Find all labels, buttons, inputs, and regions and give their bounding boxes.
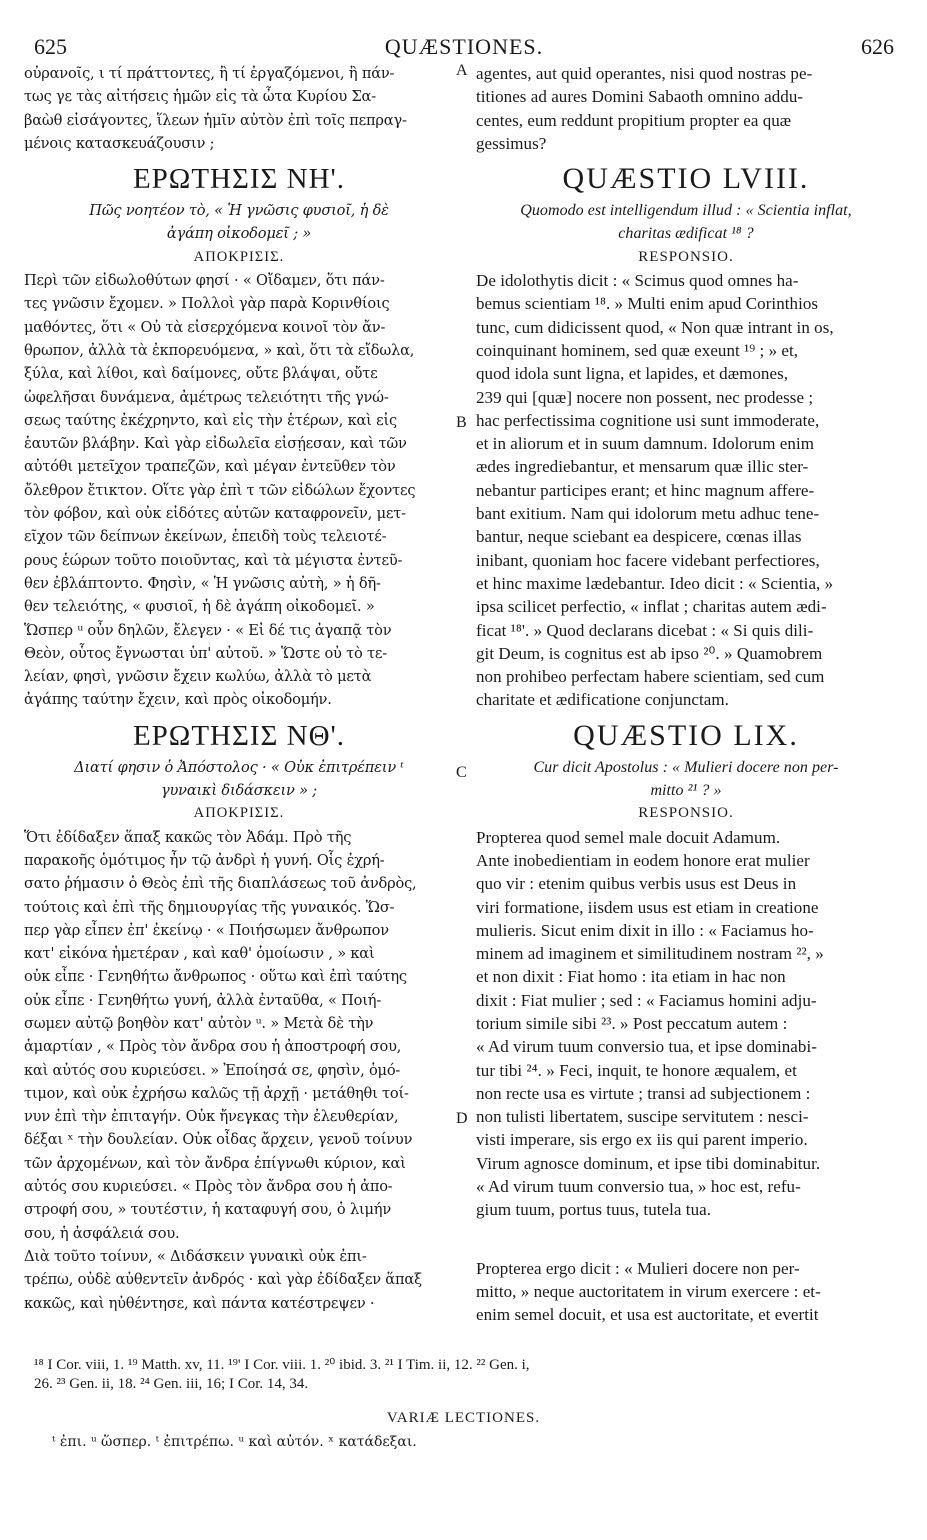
text-line: viri formatione, iisdem usus est etiam in creatione: [476, 897, 819, 917]
text-line: non prohibeo perfectam habere scientiam, sed cum: [476, 667, 825, 687]
latin-response-heading: RESPONSIO.: [638, 248, 734, 265]
text-line: αὐτόθι μετεῖχον τραπεζῶν, καὶ μέγαν ἐντεῦθεν τὸν: [24, 458, 396, 476]
text-line: « Ad virum tuum conversio tua, » hoc est, refu-: [476, 1177, 801, 1197]
margin-letter-b: B: [456, 414, 467, 431]
text-line: tur tibi ²⁴. » Feci, inquit, te honore æqualem, et: [476, 1060, 797, 1080]
latin-column: [476, 62, 896, 1327]
greek-body: [24, 826, 454, 1245]
text-line: Ὅτι ἐδίδαξεν ἅπαξ κακῶς τὸν Ἀδάμ. Πρὸ τῆς: [24, 828, 352, 846]
text-line: ξύλα, καὶ λίθοι, καὶ δαίμονες, οὔτε βλάψαι, οὔτε: [24, 365, 378, 383]
text-line: οὐκ εἶπε · Γενηθήτω ἄνθρωπος · οὕτω καὶ ἐπὶ ταύτης: [24, 968, 407, 986]
margin-letter-a: A: [456, 62, 468, 79]
greek-body: [24, 269, 454, 712]
text-line: mitto ²¹ ? »: [650, 782, 722, 800]
text-line: inibant, quoniam hoc facere videbant perfectiores,: [476, 550, 820, 570]
text-line: σου, ἡ ἀσφάλειά σου.: [24, 1224, 180, 1242]
text-line: λείαν, φησὶ, γνῶσιν ἔχειν κωλύω, ἀλλὰ τὸ μετὰ: [24, 668, 372, 686]
text-line: δέξαι ˣ τὴν δουλείαν. Οὐκ οἶδας ἄρχειν, γενοῦ τοίνυν: [24, 1131, 413, 1149]
text-line: Quomodo est intelligendum illud : « Scientia inflat,: [520, 202, 852, 220]
text-line: εῖχον τῶν δείπνων ἐκείνων, ἐπειδὴ τοὺς τελειοτέ-: [24, 528, 387, 546]
text-line: τῶν ἀρχομένων, καὶ τὸν ἄνδρα ἐπίγνωθι κύριον, καὶ: [24, 1154, 406, 1172]
text-line: gessimus?: [476, 133, 547, 153]
text-line: mulieris. Sicut enim dixit in illo : « Faciamus ho-: [476, 920, 814, 940]
text-line: ἀγάπη οἰκοδομεῖ ; »: [166, 225, 312, 243]
text-line: οὐκ εἶπε · Γενηθήτω γυνή, ἀλλὰ ἐνταῦθα, « Ποιή-: [24, 991, 382, 1009]
text-line: tunc, cum didicissent quod, « Non quæ intrant in os,: [476, 317, 834, 337]
text-line: Propterea quod semel male docuit Adamum.: [476, 827, 781, 847]
text-line: bant exitium. Nam qui idolorum metu adhuc tene-: [476, 504, 820, 524]
text-line: ὄλεθρον ἔτικτον. Οἵτε γὰρ ἐπὶ τ τῶν εἰδώλων ἔχοντες: [24, 481, 416, 499]
margin-letter-d: D: [456, 1110, 468, 1127]
text-line: « Ad virum tuum conversio tua, et ipse dominabi-: [476, 1037, 817, 1057]
text-line: ἑαυτῶν βλάβην. Καὶ γὰρ εἰδωλεῖα εἰσῄεσαν, καὶ τῶν: [24, 435, 407, 453]
text-line: hac perfectissima cognitione usi sunt immoderate,: [476, 410, 820, 430]
text-line: αὐτός σου κυριεύσει. « Πρὸς τὸν ἄνδρα σου ἡ ἀπο-: [24, 1178, 393, 1196]
text-line: καὶ αὐτός σου κυριεύσει. » Ἐποίησά σε, φησὶν, ὁμό-: [24, 1061, 401, 1079]
text-line: στροφή σου, » τουτέστιν, ἡ καταφυγή σου, ὁ λιμήν: [24, 1201, 392, 1219]
text-line: Διὰ τοῦτο τοίνυν, « Διδάσκειν γυναικὶ οὐκ ἐπι-: [24, 1247, 367, 1265]
text-line: νυν ἐπὶ τὴν ἐπιταγήν. Οὐκ ἤνεγκας τὴν ἐλευθερίαν,: [24, 1108, 399, 1126]
text-line: et hinc maxime lædebantur. Ideo dicit : « Scientia, »: [476, 573, 834, 593]
text-line: quo vir : etenim quibus verbis usus est Deus in: [476, 874, 797, 894]
text-line: Propterea ergo dicit : « Mulieri docere non per-: [476, 1258, 800, 1278]
text-line: κατ' εἰκόνα ἡμετέραν , καὶ καθ' ὁμοίωσιν , » καὶ: [24, 945, 375, 963]
text-line: βαὼθ εἰσάγοντες, ἵλεων ἡμῖν αὐτὸν ἐπὶ τοῖς πεπραγ-: [24, 111, 407, 129]
text-line: τούτοις καὶ ἐπὶ τῆς δημιουργίας τῆς γυναικός. Ὥσ-: [24, 898, 395, 916]
text-line: τως γε τὰς αἰτήσεις ἡμῶν εἰς τὰ ὦτα Κυρίου Σα-: [24, 88, 376, 106]
greek-question: [24, 199, 454, 246]
latin-body: [476, 269, 896, 712]
text-line: ρους ἑώρων τοῦτο ποιοῦντας, καὶ τὰ μέγιστα ἐντεῦ-: [24, 551, 403, 569]
text-line: De idolothytis dicit : « Scimus quod omnes ha-: [476, 271, 799, 291]
latin-intro: [476, 62, 896, 155]
greek-response-heading: ΑΠΟΚΡΙΣΙΣ.: [193, 248, 285, 265]
text-line: τες γνῶσιν ἔχομεν. » Πολλοὶ γὰρ παρὰ Κορινθίοις: [24, 295, 390, 313]
text-line: σεως ταύτης ἐκέχρηντο, καὶ εἰς τὴν ἑτέρων, καὶ εἰς: [24, 411, 398, 429]
text-line: θεν ἐβλάπτοντο. Φησὶν, « Ἡ γνῶσις αὐτὴ, » ἡ δῆ-: [24, 574, 381, 592]
text-line: visti imperare, sis ergo ex iis qui parent imperio.: [476, 1130, 808, 1150]
text-line: Cur dicit Apostolus : « Mulieri docere non per-: [533, 758, 839, 776]
text-line: σατο ῥήμασιν ὁ Θεὸς ἐπὶ τῆς διαπλάσεως τοῦ ἀνδρὸς,: [24, 875, 417, 893]
text-line: git Deum, is cognitus est ab ipso ²⁰. » Quamobrem: [476, 643, 823, 663]
text-line: charitate et ædificatione conjunctam.: [476, 690, 729, 710]
text-line: Διατί φησιν ὁ Ἀπόστολος · « Οὐκ ἐπιτρέπειν ᵗ: [74, 758, 404, 776]
text-line: κακῶς, καὶ ηὐθέντησε, καὶ πάντα κατέστρεψεν ·: [24, 1294, 375, 1312]
greek-question-title: ΕΡΩΤΗΣΙΣ ΝΗ'.: [132, 163, 346, 196]
text-line: γυναικὶ διδάσκειν » ;: [160, 782, 317, 800]
text-line: θρωπον, ἀλλὰ τὰ ἐκπορευόμενα, » καὶ, ὅτι τὰ εἴδωλα,: [24, 341, 415, 359]
text-line: ipsa scilicet perfectio, « inflat ; charitas autem ædi-: [476, 597, 827, 617]
variae-lectiones-title: VARIÆ LECTIONES.: [386, 1410, 541, 1426]
text-line: coinquinant hominem, sed quæ exeunt ¹⁹ ; » et,: [476, 340, 799, 360]
text-line: ἁμαρτίαν , « Πρὸς τὸν ἄνδρα σου ἡ ἀποστροφή σου,: [24, 1038, 402, 1056]
text-line: Ὥσπερ ᵘ οὖν δηλῶν, ἔλεγεν · « Εἰ δέ τις ἀγαπᾷ τὸν: [24, 621, 392, 639]
text-line: Ante inobedientiam in eodem honore erat mulier: [476, 850, 810, 870]
page-number-right: 626: [861, 34, 894, 59]
text-line: μαθόντες, ὅτι « Οὐ τὰ εἰσερχόμενα κοινοῖ τὸν ἄν-: [24, 318, 386, 336]
page-header: [34, 34, 894, 58]
latin-question: [476, 199, 896, 246]
text-line: centes, eum reddunt propitium propter ea quæ: [476, 110, 792, 130]
greek-intro: [24, 62, 454, 155]
text-line: παρακοῆς ὁμότιμος ἦν τῷ ἀνδρὶ ἡ γυνή. Οἷς ἐχρή-: [24, 851, 385, 869]
text-line: περ γὰρ εἶπεν ἐπ' ἐκείνῳ · « Ποιήσωμεν ἄνθρωπον: [24, 921, 389, 939]
text-line: titiones ad aures Domini Sabaoth omnino addu-: [476, 87, 804, 107]
text-line: mitto, » neque auctoritatem in virum exercere : et-: [476, 1281, 821, 1301]
running-title: QUÆSTIONES.: [384, 34, 544, 59]
text-line: τιμον, καὶ οὐκ ἐχρήσω καλῶς τῇ ἀρχῇ · μετάθηθι τοί-: [24, 1084, 409, 1102]
margin-letter-c: C: [456, 764, 467, 781]
text-line: enim semel docuit, et usa est auctoritate, et evertit: [476, 1305, 819, 1325]
greek-column: [24, 62, 454, 1315]
latin-response-heading: RESPONSIO.: [638, 805, 734, 822]
text-line: quod idola sunt ligna, et lapides, et dæmones,: [476, 364, 789, 384]
text-line: σωμεν αὐτῷ βοηθὸν κατ' αὐτὸν ᵘ. » Μετὰ δὲ τὴν: [24, 1014, 374, 1032]
text-line: τὸν φόβον, καὶ οὐκ εἰδότες αὐτῶν καταφρονεῖν, μετ-: [24, 505, 406, 523]
text-line: bantur, neque sciebant ea despicere, cœnas illas: [476, 527, 802, 547]
text-line: Virum agnosce dominum, et ipse tibi dominabitur.: [476, 1153, 821, 1173]
text-line: gium tuum, portus tuus, tutela tua.: [476, 1200, 712, 1220]
footnote-line: ¹⁸ I Cor. viii, 1. ¹⁹ Matth. xv, 11. ¹⁹' I Cor. viii. 1. ²⁰ ibid. 3. ²¹ I Tim. ii, 12. ²² Gen. i,: [34, 1357, 530, 1373]
text-line: Θεὸν, οὗτος ἔγνωσται ὑπ' αὐτοῦ. » Ὥστε οὐ τὸ τε-: [24, 644, 388, 662]
latin-body: [476, 1257, 896, 1327]
variae-lectiones-text: ᵗ ἐπι. ᵘ ὥσπερ. ᵗ ἐπιτρέπω. ᵘ καὶ αὐτόν. ˣ κατάδεξαι.: [52, 1434, 417, 1450]
text-line: minem ad imaginem et similitudinem nostram ²², »: [476, 944, 824, 964]
latin-body: [476, 826, 896, 1222]
text-line: θεν τελειότης, « φυσιοῖ, ἡ δὲ ἀγάπη οἰκοδομεῖ. »: [24, 598, 375, 616]
greek-question: [24, 756, 454, 803]
text-line: agentes, aut quid operantes, nisi quod nostras pe-: [476, 64, 813, 83]
text-line: μένοις κατασκευάζουσιν ;: [24, 134, 215, 152]
text-line: 239 qui [quæ] nocere non possent, nec prodesse ;: [476, 387, 814, 407]
text-line: ædes ingrediebantur, et mensarum quæ illic ster-: [476, 457, 809, 477]
text-line: bemus scientiam ¹⁸. » Multi enim apud Corinthios: [476, 294, 819, 314]
latin-question-title: QUÆSTIO LIX.: [573, 718, 799, 752]
page-number-left: 625: [34, 34, 67, 59]
greek-question-title: ΕΡΩΤΗΣΙΣ ΝΘ'.: [132, 719, 346, 752]
text-line: Περὶ τῶν εἰδωλοθύτων φησί · « Οἴδαμεν, ὅτι πάν-: [24, 272, 385, 290]
text-line: torium simile sibi ²³. » Post peccatum autem :: [476, 1013, 788, 1033]
text-line: ἀγάπης ταύτην ἔχειν, καὶ πρὸς οἰκοδομήν.: [24, 691, 332, 709]
footnote-line: 26. ²³ Gen. ii, 18. ²⁴ Gen. iii, 16; I Cor. 14, 34.: [34, 1376, 309, 1392]
latin-question-title: QUÆSTIO LVIII.: [562, 162, 810, 196]
text-line: ὠφελῆσαι δυνάμενα, ἀμέτρως τελειότητι τῆς γνώ-: [24, 388, 389, 406]
text-line: τρέπω, οὐδὲ αὐθεντεῖν ἀνδρός · καὶ γὰρ ἐδίδαξεν ἅπαξ: [24, 1271, 422, 1289]
text-line: οὐρανοῖς, ι τί πράττοντες, ἢ τί ἐργαζόμενοι, ἢ πάν-: [24, 65, 395, 82]
text-line: non recte usa es virtute ; transi ad subjectionem :: [476, 1083, 811, 1103]
text-line: ficat ¹⁸'. » Quod declarans dicebat : « Si quis dili-: [476, 620, 814, 640]
text-line: dixit : Fiat mulier ; sed : « Faciamus homini adju-: [476, 990, 817, 1010]
text-line: Πῶς νοητέον τὸ, « Ἡ γνῶσις φυσιοῖ, ἡ δὲ: [89, 202, 389, 220]
greek-response-heading: ΑΠΟΚΡΙΣΙΣ.: [193, 805, 285, 822]
greek-body: [24, 1245, 454, 1315]
text-line: nebantur participes erant; et hinc magnum affere-: [476, 480, 815, 500]
text-line: et non dixit : Fiat homo : ita etiam in hac non: [476, 967, 786, 987]
text-line: non tulisti libertatem, suscipe servitutem : nesci-: [476, 1107, 809, 1127]
text-line: et in aliorum et in suum damnum. Idolorum enim: [476, 434, 814, 454]
latin-question: [476, 756, 896, 803]
text-line: charitas ædificat ¹⁸ ?: [618, 225, 754, 243]
